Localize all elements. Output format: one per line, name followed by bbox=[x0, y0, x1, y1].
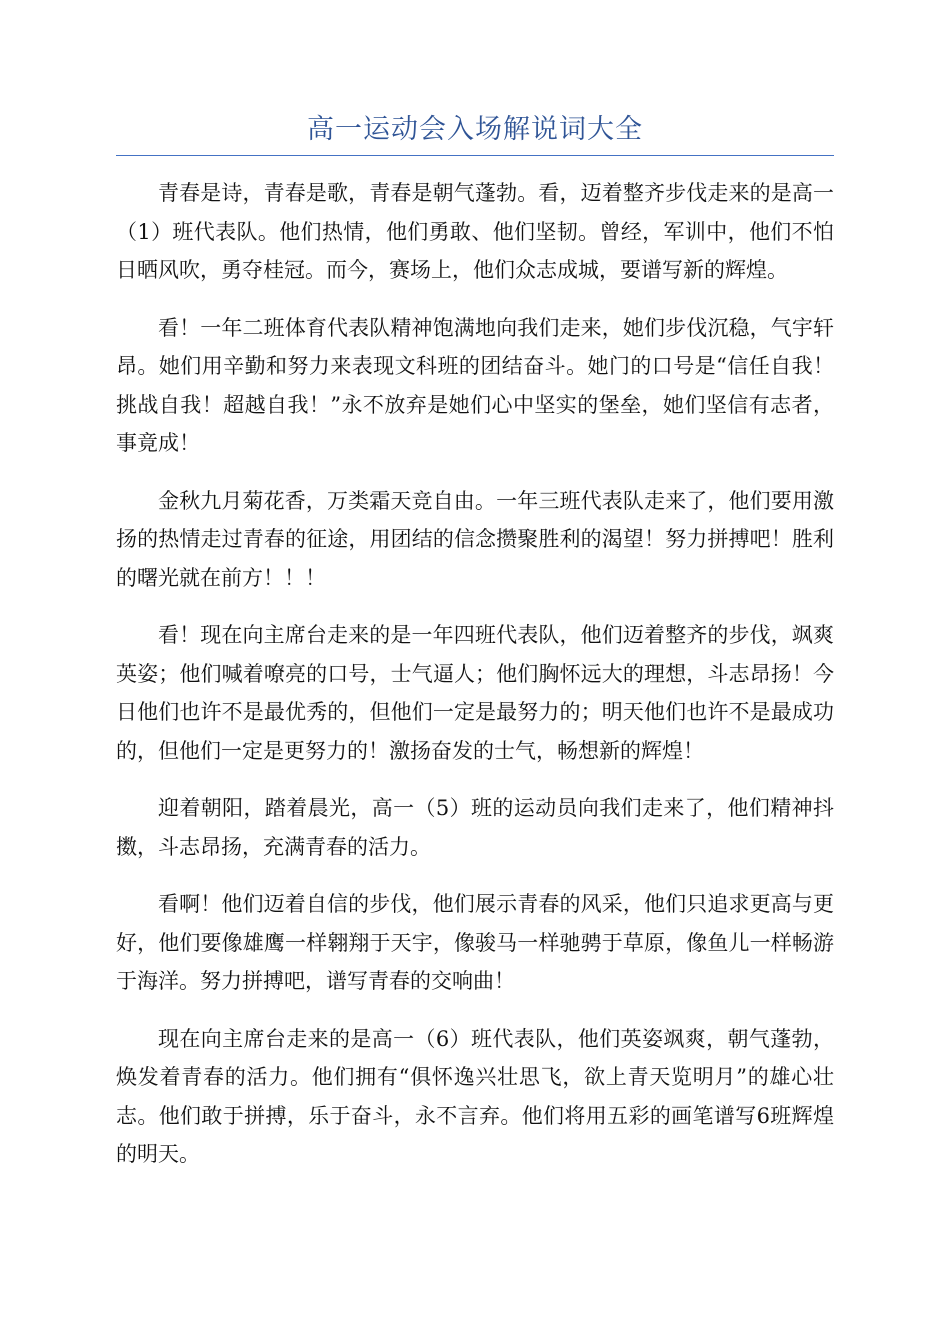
title-underline bbox=[116, 155, 834, 156]
page-title: 高一运动会入场解说词大全 bbox=[307, 114, 643, 145]
paragraph-7: 现在向主席台走来的是高一（6）班代表队，他们英姿飒爽，朝气蓬勃，焕发着青春的活力。他们拥有“俱怀逸兴壮思飞，欲上青天览明月”的雄心壮志。他们敢于拼搏，乐于奋斗，永不言弃。他们将用五彩的画笔谱写6班辉煌的明天。 bbox=[116, 1026, 834, 1166]
document-body bbox=[116, 174, 834, 1193]
paragraph-4: 看！现在向主席台走来的是一年四班代表队，他们迈着整齐的步伐，飒爽英姿；他们喊着嘹亮的口号，士气逼人；他们胸怀远大的理想，斗志昂扬！今日他们也许不是最优秀的，但他们一定是最努力的；明天他们也许不是最成功的，但他们一定是更努力的！激扬奋发的士气，畅想新的辉煌！ bbox=[116, 623, 834, 763]
paragraph-2: 看！一年二班体育代表队精神饱满地向我们走来，她们步伐沉稳，气宇轩昂。她们用辛勤和努力来表现文科班的团结奋斗。她门的口号是“信任自我！挑战自我！超越自我！”永不放弃是她们心中坚实的堡垒，她们坚信有志者，事竟成！ bbox=[116, 315, 834, 455]
paragraph-1: 青春是诗，青春是歌，青春是朝气蓬勃。看，迈着整齐步伐走来的是高一（1）班代表队。他们热情，他们勇敢、他们坚韧。曾经，军训中，他们不怕日晒风吹，勇夺桂冠。而今，赛场上，他们众志成城，要谱写新的辉煌。 bbox=[116, 181, 834, 282]
paragraph-6: 看啊！他们迈着自信的步伐，他们展示青春的风采，他们只追求更高与更好，他们要像雄鹰一样翱翔于天宇，像骏马一样驰骋于草原，像鱼儿一样畅游于海洋。努力拼搏吧，谱写青春的交响曲！ bbox=[116, 892, 834, 993]
paragraph-5: 迎着朝阳，踏着晨光，高一（5）班的运动员向我们走来了，他们精神抖擞，斗志昂扬，充满青春的活力。 bbox=[116, 796, 834, 859]
paragraph-3: 金秋九月菊花香，万类霜天竞自由。一年三班代表队走来了，他们要用激扬的热情走过青春的征途，用团结的信念攒聚胜利的渴望！努力拼搏吧！胜利的曙光就在前方！！！ bbox=[116, 488, 834, 590]
